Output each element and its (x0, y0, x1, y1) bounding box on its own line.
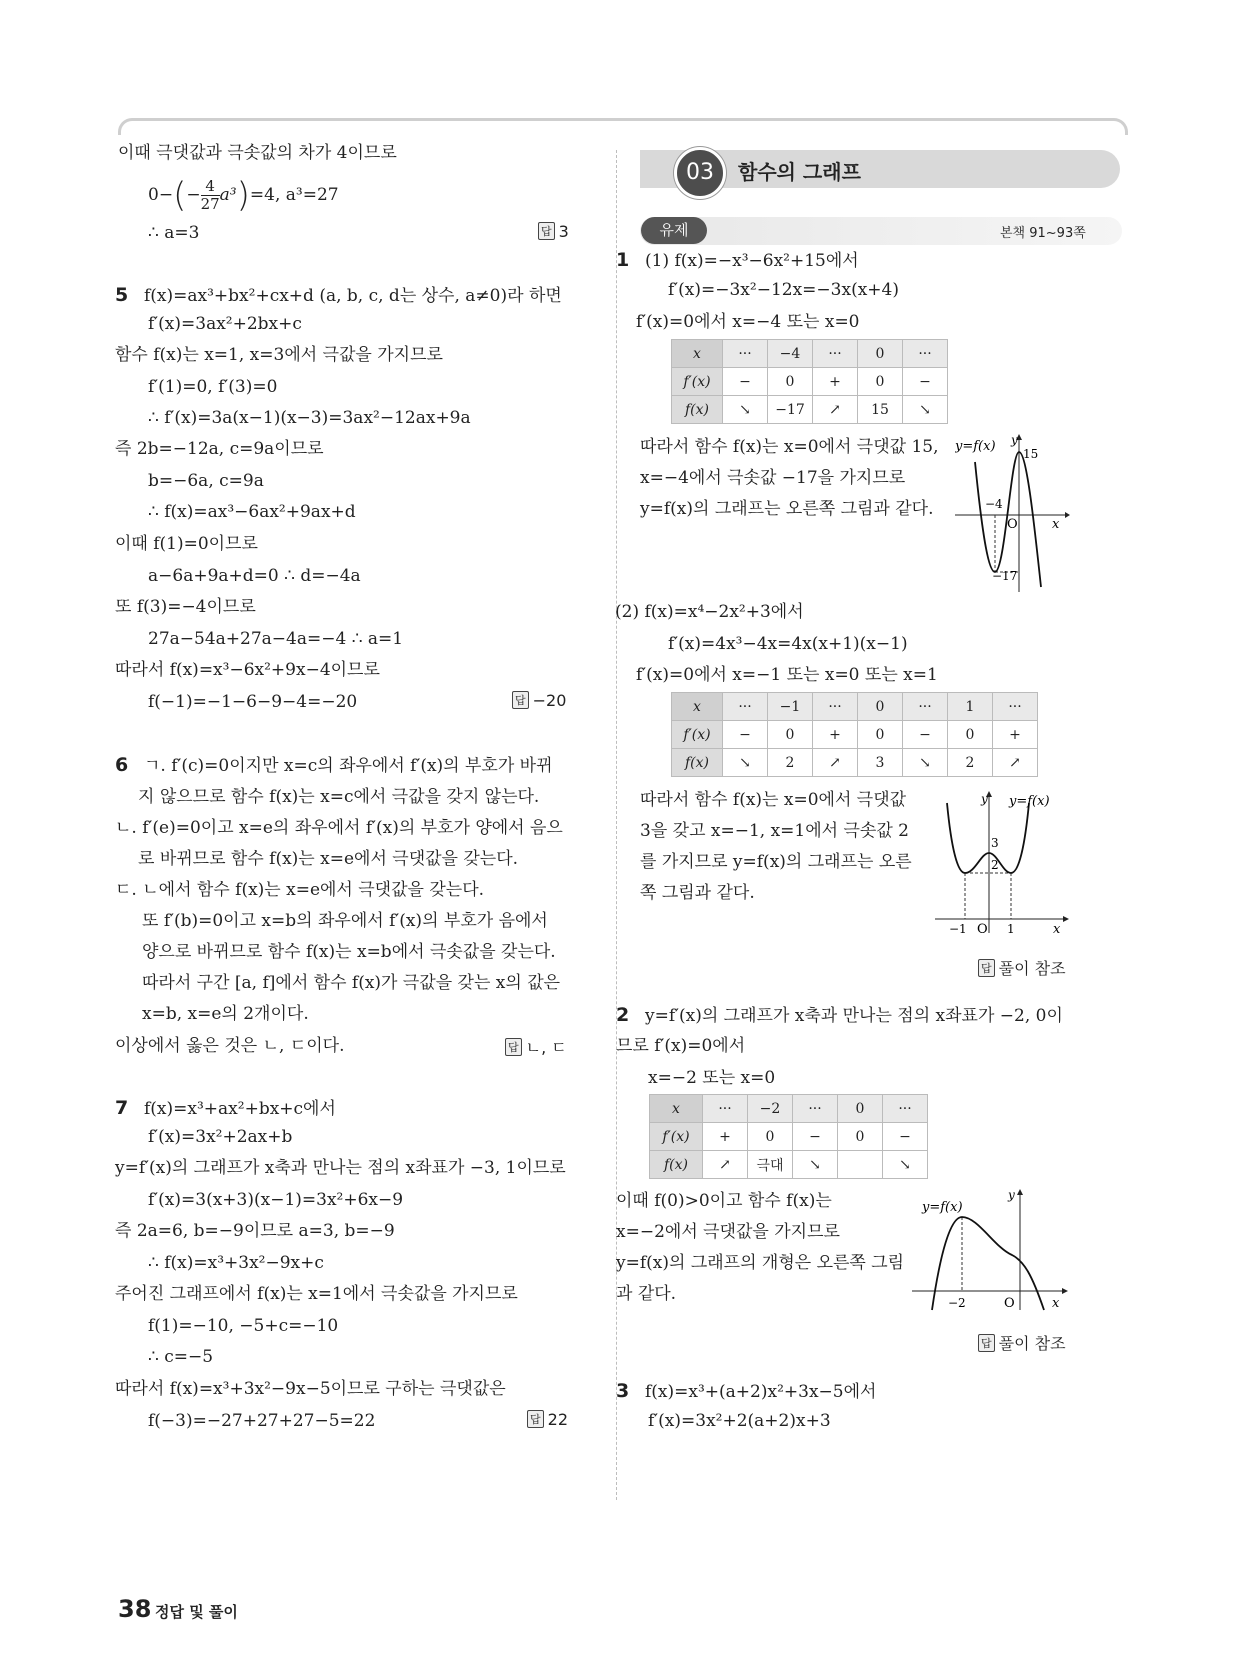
table-row: x ··· −4 ··· 0 ··· (672, 340, 948, 368)
table-row: f′(x) + 0 − 0 − (650, 1123, 928, 1151)
p1b-desc: 3을 갖고 x=−1, x=1에서 극솟값 2 (640, 821, 909, 841)
graph-3 (912, 1185, 1070, 1315)
p6-line: 양으로 바뀌므로 함수 f(x)는 x=b에서 극솟값을 갖는다. (142, 942, 556, 962)
curve-label: y=f(x) (922, 1200, 963, 1215)
y-label: y (981, 792, 988, 806)
p5-line: f′(1)=0, f′(3)=0 (148, 377, 278, 397)
p5-line: f(x)=ax³+bx²+cx+d (a, b, c, d는 상수, a≠0)라 하면 (144, 286, 562, 306)
p1b-desc: 따라서 함수 f(x)는 x=0에서 극댓값 (640, 790, 907, 810)
p7-line: 주어진 그래프에서 f(x)는 x=1에서 극솟값을 가지므로 (115, 1284, 518, 1304)
answer-1: 답 풀이 참조 (978, 956, 1066, 979)
p1a-line: (1) f(x)=−x³−6x²+15에서 (645, 251, 859, 271)
p5-line: f(−1)=−1−6−9−4=−20 (148, 692, 358, 712)
y-label: y (1011, 433, 1018, 447)
p2-desc: y=f(x)의 그래프의 개형은 오른쪽 그림 (616, 1253, 905, 1273)
equation-a-cubed: 0−(− $\frac{4}{27}$ a³)=4, a³=27 (148, 175, 339, 216)
problem-3-number: 3 (616, 1380, 630, 1402)
p3-line: f(x)=x³+(a+2)x²+3x−5에서 (645, 1382, 877, 1402)
p5-line: b=−6a, c=9a (148, 471, 264, 491)
p1a-desc: 따라서 함수 f(x)는 x=0에서 극댓값 15, (640, 437, 939, 457)
textbook-reference: 본책 91~93쪽 (1000, 226, 1086, 241)
p6-line: 또 f′(b)=0이고 x=b의 좌우에서 f′(x)의 부호가 음에서 (142, 911, 548, 931)
curve (947, 803, 1029, 873)
section-number-badge: 03 (674, 147, 726, 199)
p5-line: 27a−54a+27a−4a=−4 ∴ a=1 (148, 629, 404, 649)
p6-line: 지 않으므로 함수 f(x)는 x=c에서 극값을 갖지 않는다. (138, 787, 540, 807)
answer-6: 답 ㄴ, ㄷ (505, 1035, 567, 1058)
problem-5-number: 5 (115, 284, 129, 306)
x-label: x (1052, 1296, 1060, 1311)
yuje-label: 유제 (641, 217, 707, 244)
p5-line: a−6a+9a+d=0 ∴ d=−4a (148, 566, 361, 586)
curve-label: y=f(x) (955, 439, 996, 454)
p1b-line: (2) f(x)=x⁴−2x²+3에서 (615, 602, 804, 622)
p6-line: ㄱ. f′(c)=0이지만 x=c의 좌우에서 f′(x)의 부호가 바뀌 (144, 756, 553, 776)
p6-line: 로 바뀌므로 함수 f(x)는 x=e에서 극댓값을 갖는다. (138, 849, 519, 869)
origin-label: O (1004, 1296, 1015, 1311)
p5-line: 즉 2b=−12a, c=9a이므로 (115, 439, 324, 459)
p7-line: y=f′(x)의 그래프가 x축과 만나는 점의 x좌표가 −3, 1이므로 (115, 1158, 566, 1178)
y-axis-arrow (1017, 1189, 1023, 1195)
graph-2 (935, 785, 1070, 945)
xm2-label: −2 (948, 1296, 966, 1310)
p2-desc: 이때 f(0)>0이고 함수 f(x)는 (616, 1191, 832, 1211)
answer-5: 답 −20 (512, 691, 566, 710)
intro-line: 이때 극댓값과 극솟값의 차가 4이므로 (118, 143, 397, 163)
p2-desc: x=−2에서 극댓값을 가지므로 (616, 1222, 840, 1242)
p5-line: 함수 f(x)는 x=1, x=3에서 극값을 가지므로 (115, 345, 443, 365)
graph-1 (955, 432, 1070, 592)
p5-line: 따라서 f(x)=x³−6x²+9x−4이므로 (115, 660, 380, 680)
p7-line: 즉 2a=6, b=−9이므로 a=3, b=−9 (115, 1221, 395, 1241)
p6-line: 이상에서 옳은 것은 ㄴ, ㄷ이다. (115, 1036, 345, 1056)
x-axis-arrow (1063, 916, 1069, 922)
table-row: x ··· −1 ··· 0 ··· 1 ··· (672, 693, 1038, 721)
p3-line: f′(x)=3x²+2(a+2)x+3 (648, 1411, 831, 1431)
p7-line: f(x)=x³+ax²+bx+c에서 (144, 1099, 336, 1119)
table-row: f′(x) − 0 + 0 − 0 + (672, 721, 1038, 749)
p5-line: f′(x)=3ax²+2bx+c (148, 314, 302, 334)
origin-label: O (1007, 517, 1018, 532)
p1b-line: f′(x)=0에서 x=−1 또는 x=0 또는 x=1 (636, 665, 938, 685)
table-row: f(x) ↘ 2 ↗ 3 ↘ 2 ↗ (672, 749, 1038, 777)
p7-line: f′(x)=3(x+3)(x−1)=3x²+6x−9 (148, 1190, 404, 1210)
answer-2: 답 풀이 참조 (978, 1331, 1066, 1354)
p6-line: x=b, x=e의 2개이다. (142, 1004, 309, 1024)
p6-line: ㄷ. ㄴ에서 함수 f(x)는 x=e에서 극댓값을 갖는다. (115, 880, 485, 900)
xmin-label: −4 (985, 497, 1003, 511)
x-axis-arrow (1065, 512, 1070, 518)
p7-line: f′(x)=3x²+2ax+b (148, 1127, 293, 1147)
max-label: 15 (1023, 447, 1039, 461)
answer-7: 답 22 (527, 1410, 568, 1429)
problem-6-number: 6 (115, 754, 129, 776)
p6-line: 따라서 구간 [a, f]에서 함수 f(x)가 극값을 갖는 x의 값은 (142, 973, 561, 993)
max-value-label: 3 (991, 836, 999, 850)
min-label: −17 (992, 569, 1018, 583)
problem-2-number: 2 (616, 1004, 630, 1026)
answer-4: 답 3 (538, 222, 569, 241)
y-label: y (1008, 1188, 1015, 1202)
x1-label: 1 (1007, 922, 1015, 936)
p7-line: ∴ c=−5 (148, 1347, 214, 1367)
table-row: f(x) ↗ 극대 ↘ ↘ (650, 1151, 928, 1179)
p7-line: ∴ f(x)=x³+3x²−9x+c (148, 1253, 324, 1273)
x-axis-arrow (1062, 1288, 1068, 1294)
fraction: $\frac{4}{27}$ (200, 177, 220, 213)
p1b-line: f′(x)=4x³−4x=4x(x+1)(x−1) (668, 634, 908, 654)
p5-line: 또 f(3)=−4이므로 (115, 597, 256, 617)
p2-line: x=−2 또는 x=0 (648, 1068, 776, 1088)
p5-line: ∴ f′(x)=3a(x−1)(x−3)=3ax²−12ax+9a (148, 408, 471, 428)
p1a-desc: x=−4에서 극솟값 −17을 가지므로 (640, 468, 906, 488)
p1a-line: f′(x)=−3x²−12x=−3x(x+4) (668, 280, 899, 300)
page-number: 38 (118, 1595, 152, 1623)
result-a-equals-3: ∴ a=3 (148, 223, 200, 243)
p2-desc: 과 같다. (616, 1284, 677, 1304)
x-label: x (1053, 922, 1061, 937)
p5-line: ∴ f(x)=ax³−6ax²+9ax+d (148, 502, 356, 522)
p2-line: y=f′(x)의 그래프가 x축과 만나는 점의 x좌표가 −2, 0이 (645, 1006, 1063, 1026)
origin-label: O (977, 922, 988, 937)
problem-1-number: 1 (616, 249, 630, 271)
section-title: 함수의 그래프 (738, 160, 861, 184)
p1b-desc: 쪽 그림과 같다. (640, 883, 755, 903)
min-value-label: 2 (991, 858, 999, 872)
p2-line: 므로 f′(x)=0에서 (616, 1036, 746, 1056)
p7-line: f(1)=−10, −5+c=−10 (148, 1316, 339, 1336)
p5-line: 이때 f(1)=0이므로 (115, 534, 258, 554)
curve-label: y=f(x) (1009, 794, 1050, 809)
p7-line: f(−3)=−27+27+27−5=22 (148, 1411, 376, 1431)
x-label: x (1052, 517, 1060, 532)
p1a-line: f′(x)=0에서 x=−4 또는 x=0 (636, 312, 860, 332)
p1b-desc: 를 가지므로 y=f(x)의 그래프는 오른 (640, 852, 912, 872)
sign-table-3 (649, 1094, 928, 1179)
page-top-frame (118, 118, 1128, 135)
table-row: f′(x) − 0 + 0 − (672, 368, 948, 396)
table-row: f(x) ↘ −17 ↗ 15 ↘ (672, 396, 948, 424)
sign-table-1 (671, 339, 948, 424)
table-row: x ··· −2 ··· 0 ··· (650, 1095, 928, 1123)
sign-table-2 (671, 692, 1038, 777)
p7-line: 따라서 f(x)=x³+3x²−9x−5이므로 구하는 극댓값은 (115, 1379, 506, 1399)
problem-7-number: 7 (115, 1097, 129, 1119)
xm1-label: −1 (949, 922, 967, 936)
p1a-desc: y=f(x)의 그래프는 오른쪽 그림과 같다. (640, 499, 934, 519)
footer-label: 정답 및 풀이 (155, 1603, 238, 1621)
p6-line: ㄴ. f′(e)=0이고 x=e의 좌우에서 f′(x)의 부호가 양에서 음으 (115, 818, 563, 838)
